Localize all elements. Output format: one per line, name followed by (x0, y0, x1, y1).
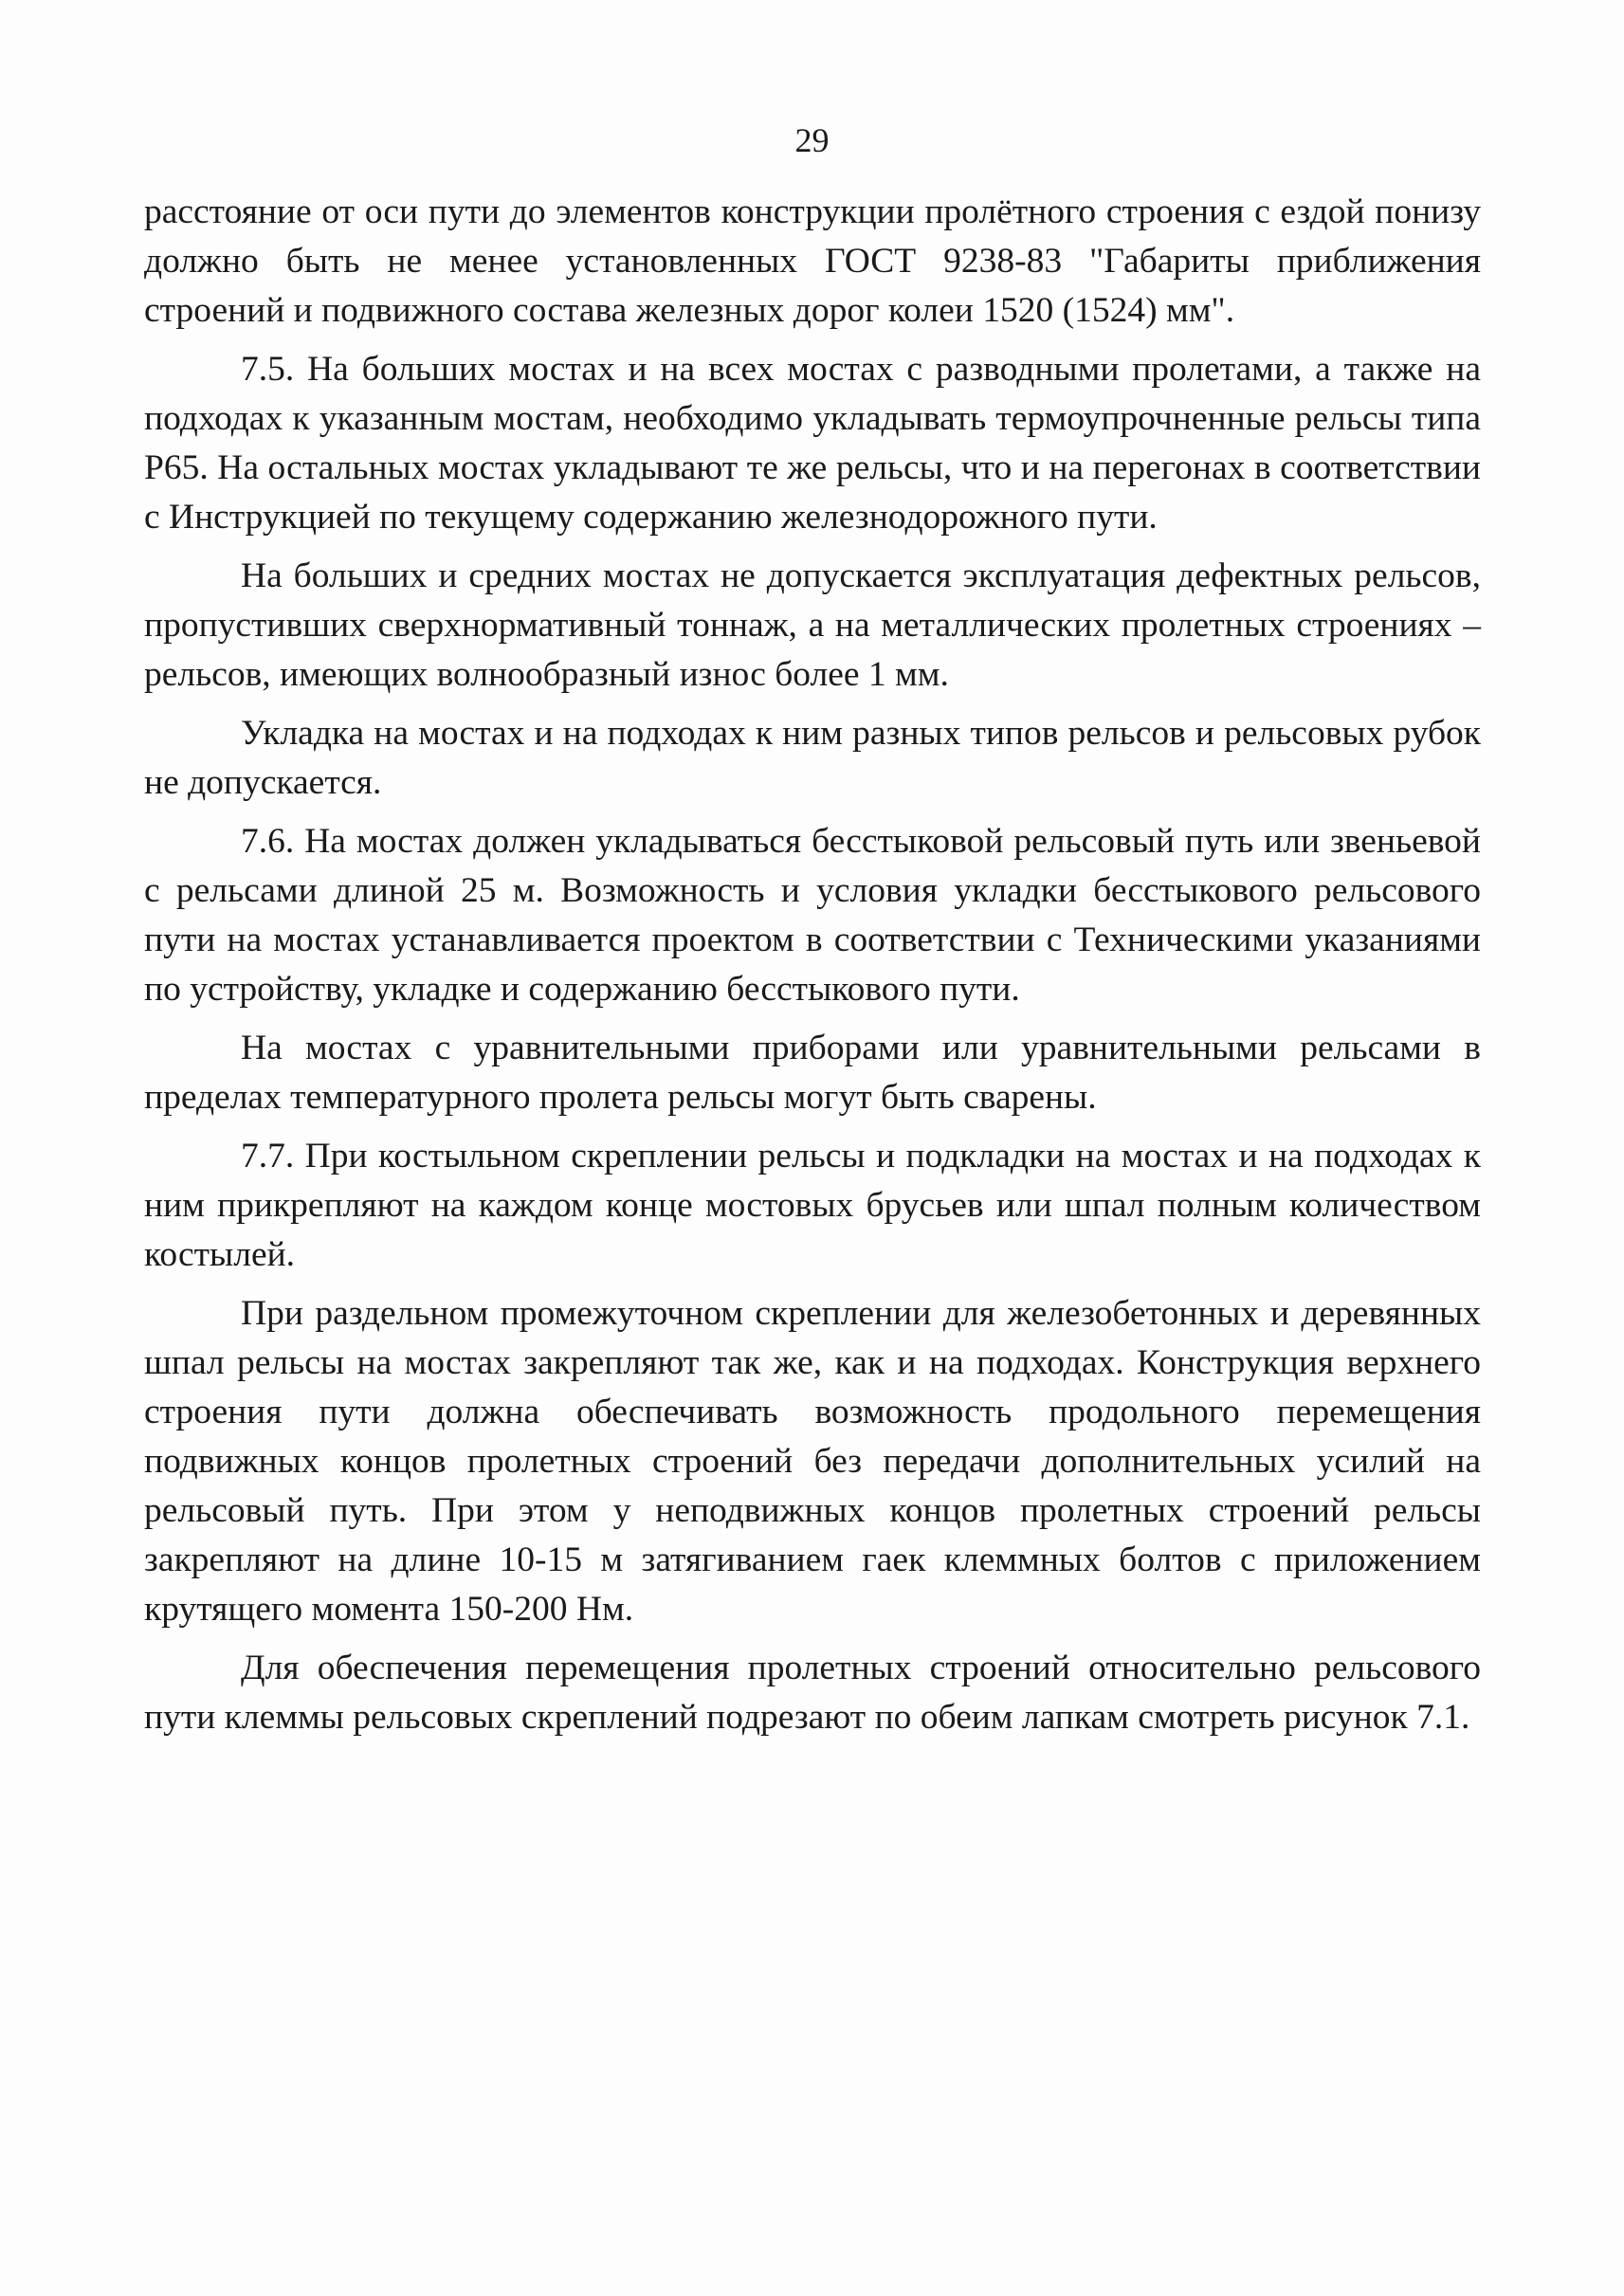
paragraph-expansion-devices: На мостах с уравнительными приборами или уравнительными рельсами в пределах температурного пролета рельсы могут быть сварены. (144, 1029, 1481, 1117)
paragraph-rail-types: Укладка на мостах и на подходах к ним разных типов рельсов и рельсовых рубок не допускается. (144, 714, 1481, 802)
paragraph-7-7: 7.7. При костыльном скреплении рельсы и подкладки на мостах и на подходах к ним прикрепляют на каждом конце мостовых брусьев или шпал полным количеством костылей. (144, 1137, 1481, 1274)
body-text (144, 188, 1481, 1752)
paragraph-7-5: 7.5. На больших мостах и на всех мостах с разводными пролетами, а также на подходах к указанным мостам, необходимо укладывать термоупрочненные рельсы типа Р65. На остальных мостах укладывают те же рельсы, что и на перегонах в соответствии с Инструкцией по текущему содержанию железнодорожного пути. (144, 350, 1481, 537)
paragraph-clamp-cutting: Для обеспечения перемещения пролетных строений относительно рельсового пути клеммы рельсовых скреплений подрезают по обеим лапкам смотреть рисунок 7.1. (144, 1649, 1481, 1737)
paragraph-defective-rails: На больших и средних мостах не допускается эксплуатация дефектных рельсов, пропустивших сверхнормативный тоннаж, а на металлических пролетных строениях – рельсов, имеющих волнообразный износ более 1 мм. (144, 556, 1481, 694)
paragraph-7-6: 7.6. На мостах должен укладываться бесстыковой рельсовый путь или звеньевой с рельсами длиной 25 м. Возможность и условия укладки бесстыкового рельсового пути на мостах устанавливается проектом в соответствии с Техническими указаниями по устройству, укладке и содержанию бесстыкового пути. (144, 822, 1481, 1009)
page-number: 29 (794, 121, 830, 159)
paragraph-separate-fastening: При раздельном промежуточном скреплении для железобетонных и деревянных шпал рельсы на мостах закрепляют так же, как и на подходах. Конструкция верхнего строения пути должна обеспечивать возможность продольного перемещения подвижных концов пролетных строений без передачи дополнительных усилий на рельсовый путь. При этом у неподвижных концов пролетных строений рельсы закрепляют на длине 10-15 м затягиванием гаек клеммных болтов с приложением крутящего момента 150-200 Нм. (144, 1294, 1481, 1629)
paragraph-continuation: расстояние от оси пути до элементов конструкции пролётного строения с ездой понизу должно быть не менее установленных ГОСТ 9238-83 "Габариты приближения строений и подвижного состава железных дорог колеи 1520 (1524) мм". (144, 192, 1481, 330)
